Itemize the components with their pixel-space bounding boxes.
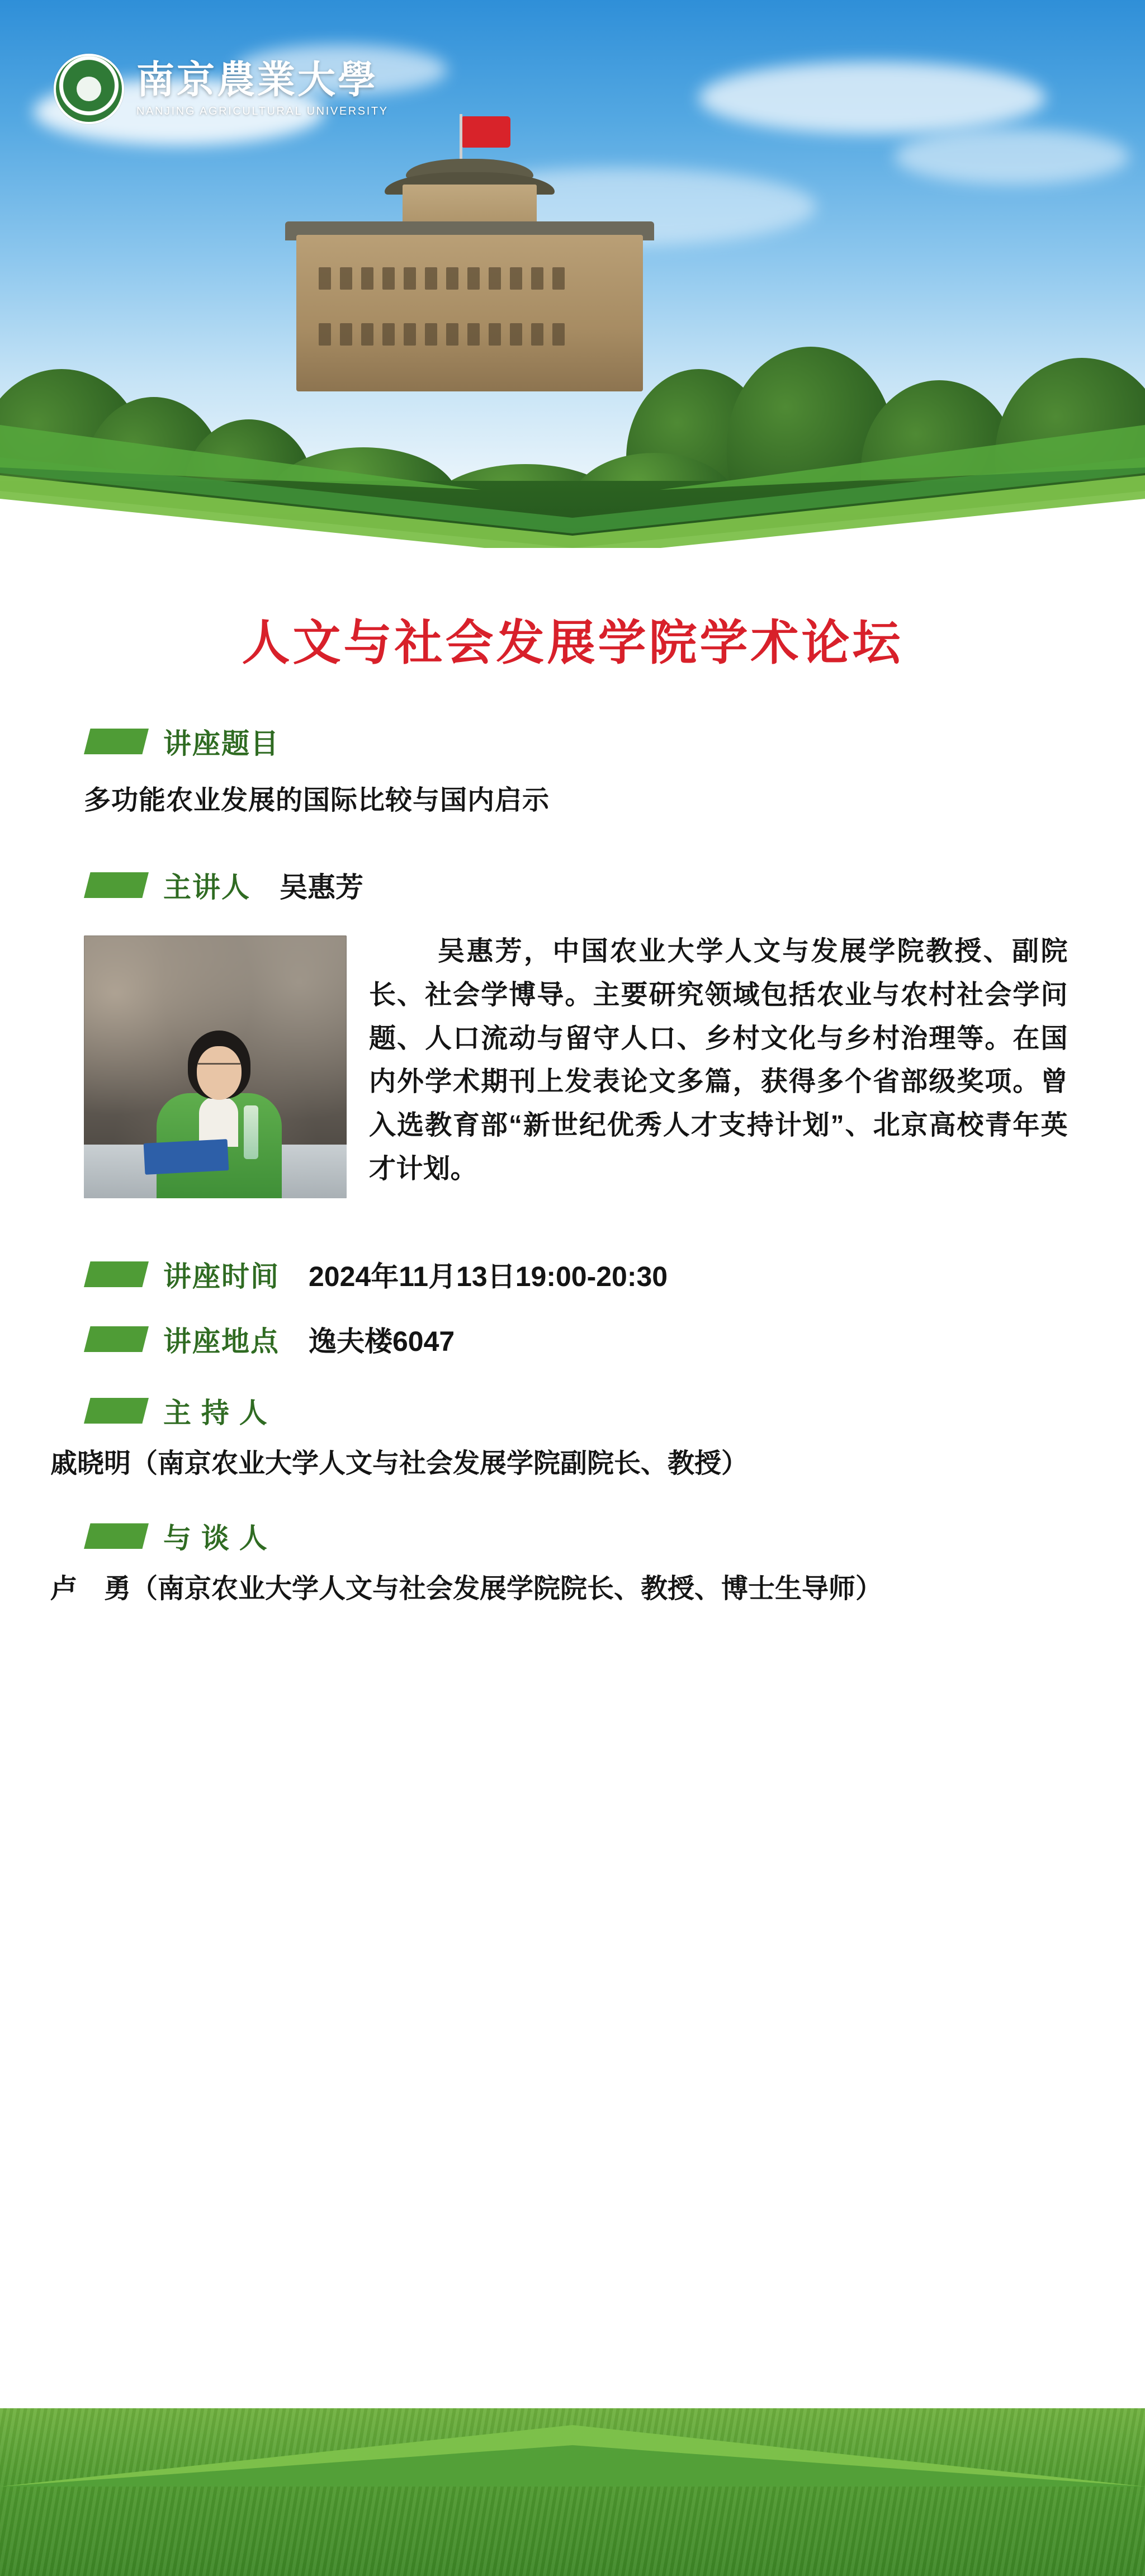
chip-marker-icon (84, 872, 149, 898)
window-row (319, 267, 565, 290)
poster-body (0, 537, 1145, 1610)
place-label: 讲座地点 (163, 1326, 280, 1357)
place-heading (84, 1319, 1145, 1359)
university-seal-icon (54, 54, 124, 124)
hero-banner (0, 0, 1145, 548)
speaker-name: 吴惠芳 (280, 872, 363, 903)
page-title: 人文与社会发展学院学术论坛 (242, 615, 903, 671)
chip-marker-icon (84, 1261, 149, 1287)
discussant-label: 与 谈 人 (163, 1523, 268, 1554)
topic-value: 多功能农业发展的国际比较与国内启示 (84, 786, 550, 815)
host-label: 主 持 人 (163, 1397, 268, 1429)
chip-marker-icon (84, 1398, 149, 1424)
logo-name-cn: 南京農業大學 (136, 58, 378, 102)
cloud-decoration (895, 129, 1129, 185)
chip-marker-icon (84, 1523, 149, 1549)
topic-heading (84, 721, 1145, 762)
speaker-photo (84, 935, 347, 1198)
cloud-decoration (699, 62, 1045, 134)
hero-angle-decoration (0, 358, 1145, 548)
university-logo (54, 54, 389, 124)
speaker-label: 主讲人 (163, 872, 250, 903)
time-heading (84, 1254, 1145, 1294)
time-label: 讲座时间 (163, 1261, 280, 1292)
place-value: 逸夫楼6047 (309, 1326, 455, 1357)
photo-booklet (144, 1139, 229, 1175)
host-value: 戚晓明（南京农业大学人文与社会发展学院副院长、教授） (50, 1449, 749, 1478)
content-sections (50, 721, 1145, 1610)
chip-marker-icon (84, 1326, 149, 1352)
time-value: 2024年11月13日19:00-20:30 (309, 1261, 668, 1292)
footer-angle-decoration (0, 2341, 1145, 2487)
speaker-bio-text: 吴惠芳，中国农业大学人文与发展学院教授、副院长、社会学博导。主要研究领域包括农业与农村社会学问题、人口流动与留守人口、乡村文化与乡村治理等。在国内外学术期刊上发表论文多篇，获得多个省部级奖项。曾入选教育部“新世纪优秀人才支持计划”、北京高校青年英才计划。 (369, 937, 1068, 1184)
logo-text-block (136, 58, 389, 117)
host-heading (84, 1391, 1145, 1431)
topic-label: 讲座题目 (163, 728, 280, 759)
discussant-heading (84, 1516, 1145, 1556)
logo-name-en: NANJING AGRICULTURAL UNIVERSITY (136, 105, 389, 117)
discussant-value: 卢 勇（南京农业大学人文与社会发展学院院长、教授、博士生导师） (50, 1574, 883, 1604)
footer-decoration (0, 2341, 1145, 2576)
chip-marker-icon (84, 729, 149, 754)
photo-bottle (244, 1105, 258, 1159)
speaker-block (84, 930, 1068, 1206)
flag-icon (462, 116, 510, 148)
person-glasses (198, 1063, 240, 1075)
speaker-heading (84, 865, 1145, 905)
